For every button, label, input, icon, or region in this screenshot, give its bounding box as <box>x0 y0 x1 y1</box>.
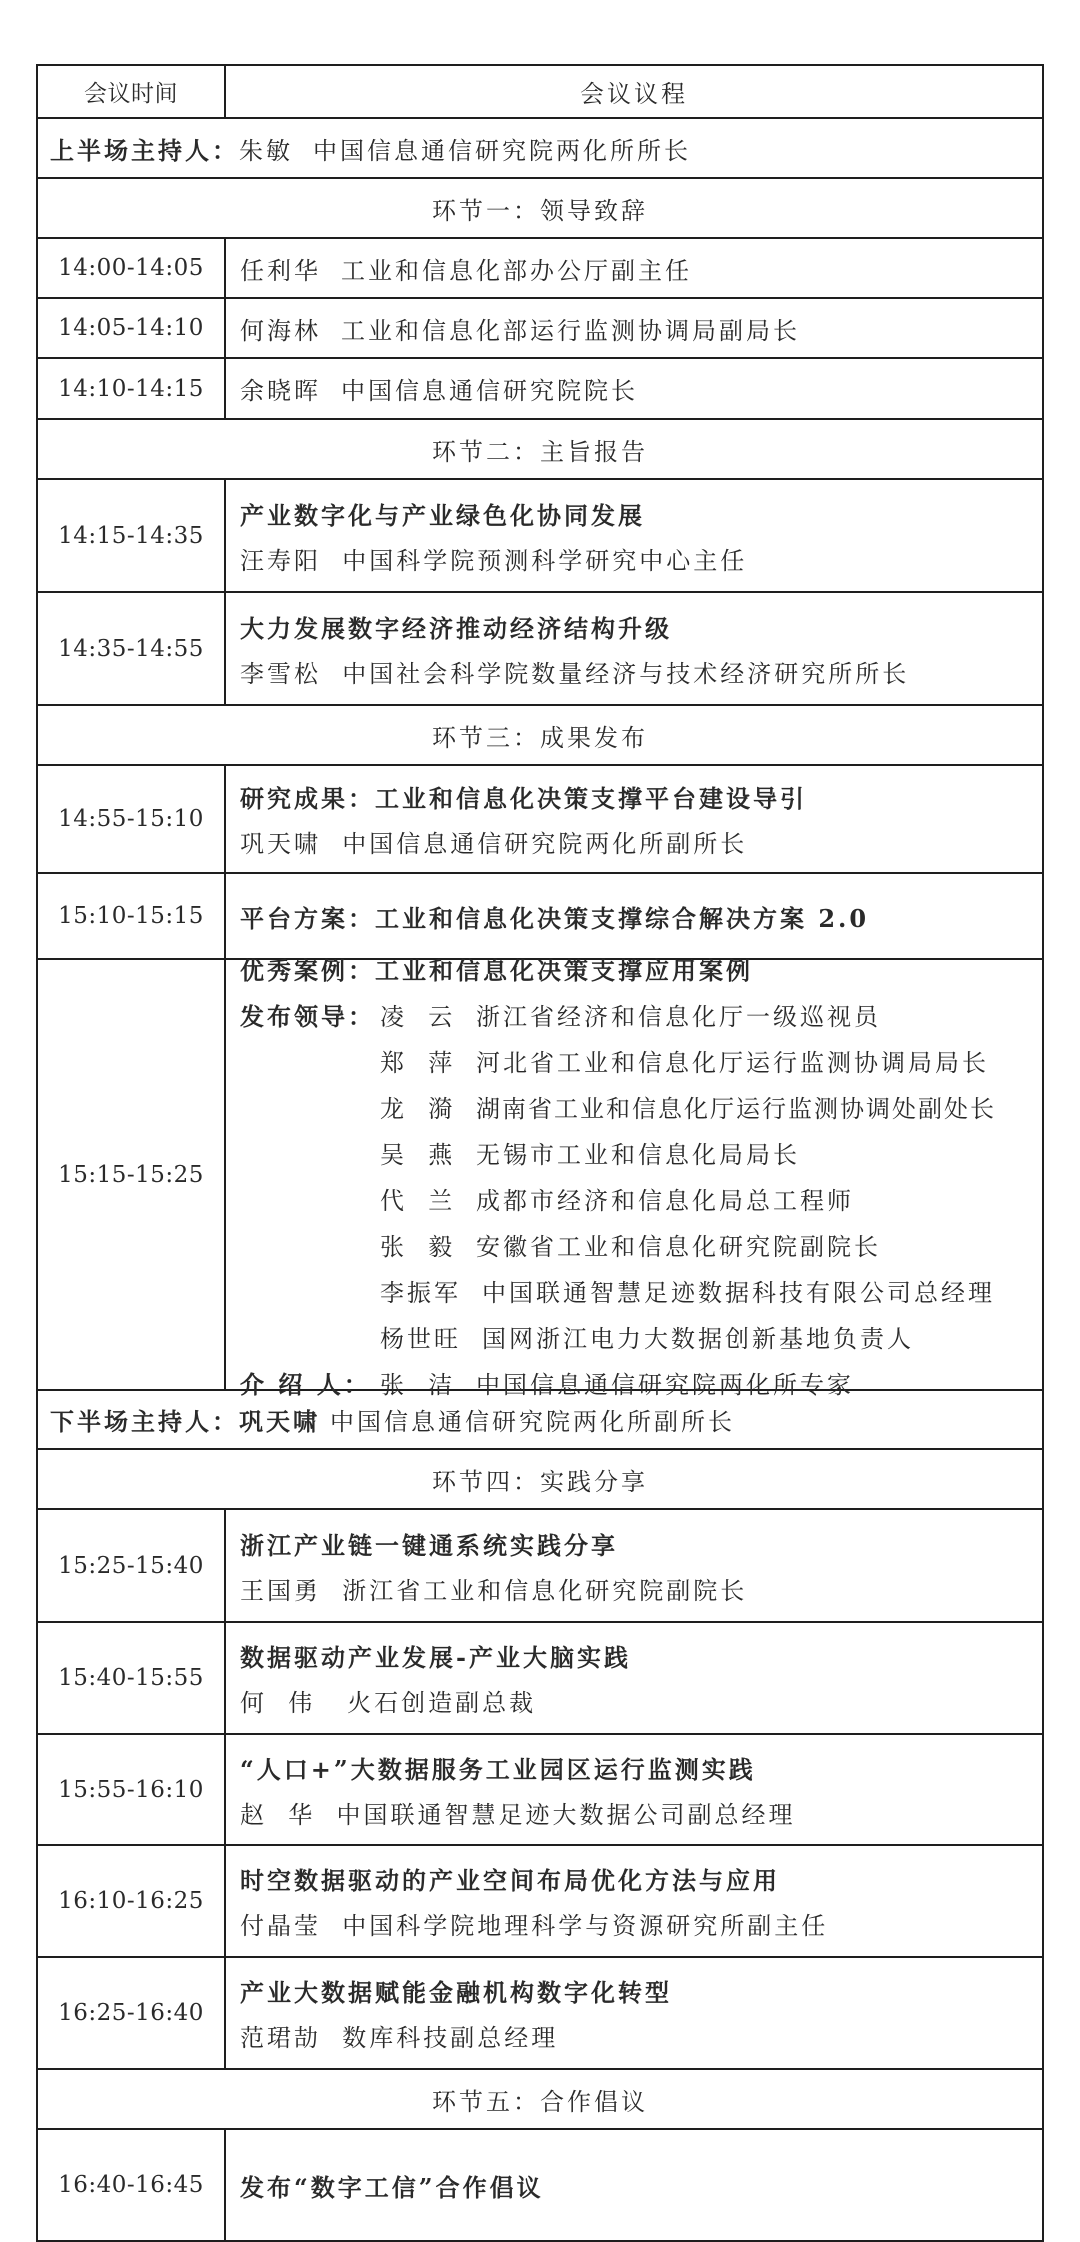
leader-name: 吴 燕 <box>380 1141 456 1169</box>
row-content <box>226 480 1042 591</box>
section-4-row <box>38 1450 1042 1510</box>
section-4-title: 环节四：实践分享 <box>432 1467 648 1496</box>
second-host <box>38 1391 1042 1448</box>
first-host <box>38 119 1042 177</box>
talk-speaker: 汪寿阳 中国科学院预测科学研究中心主任 <box>240 546 748 575</box>
table-row <box>38 766 1042 874</box>
leader-item <box>240 1319 1042 1354</box>
speaker-name: 余晓晖 <box>240 377 321 405</box>
leader-role: 安徽省工业和信息化研究院副院长 <box>476 1233 881 1261</box>
talk-speaker: 巩天啸 中国信息通信研究院两化所副所长 <box>240 830 748 858</box>
section-1-title: 环节一：领导致辞 <box>432 196 648 225</box>
leader-name: 李振军 <box>380 1279 461 1307</box>
table-row <box>38 1510 1042 1623</box>
row-content <box>226 299 1042 357</box>
cases-title: 优秀案例：工业和信息化决策支撑应用案例 <box>240 956 753 985</box>
leader-name: 凌 云 <box>380 1003 456 1031</box>
row-time: 15:40-15:55 <box>38 1623 226 1733</box>
leader-role: 河北省工业和信息化厅运行监测协调局局长 <box>476 1049 989 1077</box>
leader-role: 国网浙江电力大数据创新基地负责人 <box>482 1325 914 1353</box>
row-content <box>226 766 1042 872</box>
row-time: 14:05-14:10 <box>38 299 226 357</box>
row-time: 15:10-15:15 <box>38 874 226 958</box>
row-time: 14:15-14:35 <box>38 480 226 591</box>
table-row <box>38 299 1042 359</box>
header-time: 会议时间 <box>38 66 226 117</box>
leader-name: 代 兰 <box>380 1187 456 1215</box>
leader-item <box>240 1273 1042 1308</box>
leader-name: 杨世旺 <box>380 1325 461 1353</box>
talk-title: 大力发展数字经济推动经济结构升级 <box>240 613 672 643</box>
first-host-label: 上半场主持人： <box>50 135 239 165</box>
talk-title: 平台方案：工业和信息化决策支撑综合解决方案 2.0 <box>240 903 870 933</box>
leader-item <box>240 1135 1042 1170</box>
leader-item <box>240 1181 1042 1216</box>
table-row <box>38 239 1042 299</box>
row-content <box>226 1510 1042 1621</box>
table-row <box>38 1735 1042 1846</box>
row-content <box>226 2130 1042 2240</box>
talk-title: 时空数据驱动的产业空间布局优化方法与应用 <box>240 1866 780 1895</box>
row-time: 15:25-15:40 <box>38 1510 226 1621</box>
section-2-row <box>38 420 1042 480</box>
leader-item <box>240 997 1042 1032</box>
row-time: 14:35-14:55 <box>38 593 226 704</box>
talk-speaker: 何 伟 火石创造副总裁 <box>240 1689 537 1717</box>
table-header-row <box>38 66 1042 119</box>
intro-label: 介 绍 人： <box>240 1370 371 1399</box>
row-content <box>226 1846 1042 1956</box>
second-host-title: 中国信息通信研究院两化所副所长 <box>330 1408 735 1436</box>
row-content <box>226 1958 1042 2068</box>
row-content <box>226 956 1042 1399</box>
table-row <box>38 874 1042 960</box>
talk-speaker: 王国勇 浙江省工业和信息化研究院副院长 <box>240 1576 748 1605</box>
intro-role: 中国信息通信研究院两化所专家 <box>476 1371 854 1399</box>
leader-role: 湖南省工业和信息化厅运行监测协调处副处长 <box>476 1095 996 1123</box>
row-time: 14:00-14:05 <box>38 239 226 297</box>
talk-speaker: 付晶莹 中国科学院地理科学与资源研究所副主任 <box>240 1912 829 1940</box>
leader-item <box>240 1043 1042 1078</box>
row-time: 16:40-16:45 <box>38 2130 226 2240</box>
row-time: 15:55-16:10 <box>38 1735 226 1844</box>
section-5-title: 环节五：合作倡议 <box>432 2087 648 2116</box>
first-host-row <box>38 119 1042 179</box>
talk-speaker: 赵 华 中国联通智慧足迹大数据公司副总经理 <box>240 1800 796 1829</box>
table-row <box>38 359 1042 420</box>
row-time: 14:10-14:15 <box>38 359 226 418</box>
section-5-row <box>38 2070 1042 2130</box>
talk-title: 产业大数据赋能金融机构数字化转型 <box>240 1978 672 2007</box>
talk-title: 研究成果：工业和信息化决策支撑平台建设导引 <box>240 784 807 813</box>
row-time: 16:25-16:40 <box>38 1958 226 2068</box>
talk-speaker: 范珺劼 数库科技副总经理 <box>240 2024 559 2052</box>
speaker-role: 工业和信息化部办公厅副主任 <box>341 256 692 285</box>
row-time: 14:55-15:10 <box>38 766 226 872</box>
row-time: 16:10-16:25 <box>38 1846 226 1956</box>
publish-label: 发布领导： <box>240 1002 375 1031</box>
leader-name: 张 毅 <box>380 1233 456 1261</box>
speaker-name: 何海林 <box>240 316 321 345</box>
first-host-title: 中国信息通信研究院两化所所长 <box>313 136 691 165</box>
row-content <box>226 359 1042 418</box>
row-time: 15:15-15:25 <box>38 960 226 1389</box>
table-row <box>38 1846 1042 1958</box>
table-row-cases <box>38 956 1042 1399</box>
talk-title: “人口+”大数据服务工业园区运行监测实践 <box>240 1754 756 1784</box>
table-row <box>38 2130 1042 2240</box>
section-2-title: 环节二：主旨报告 <box>432 437 648 466</box>
leader-role: 成都市经济和信息化局总工程师 <box>476 1187 854 1215</box>
row-content <box>226 874 1042 958</box>
table-row <box>38 1623 1042 1735</box>
second-host-label: 下半场主持人：巩天啸 <box>50 1407 320 1436</box>
row-content <box>226 239 1042 297</box>
table-row <box>38 593 1042 706</box>
table-row <box>38 480 1042 593</box>
row-content <box>226 593 1042 704</box>
speaker-role: 工业和信息化部运行监测协调局副局长 <box>341 316 800 345</box>
table-row <box>38 1958 1042 2070</box>
initiative-title: 发布“数字工信”合作倡议 <box>240 2172 544 2202</box>
section-1-row <box>38 179 1042 239</box>
intro-name: 张 洁 <box>380 1371 456 1399</box>
talk-speaker: 李雪松 中国社会科学院数量经济与技术经济研究所所长 <box>240 659 910 688</box>
leader-name: 龙 漪 <box>380 1095 456 1123</box>
leader-role: 浙江省经济和信息化厅一级巡视员 <box>476 1003 881 1031</box>
leader-item <box>240 1227 1042 1262</box>
agenda-table <box>36 64 1044 2242</box>
talk-title: 数据驱动产业发展-产业大脑实践 <box>240 1643 631 1672</box>
leader-item <box>240 1089 1042 1124</box>
talk-title: 产业数字化与产业绿色化协同发展 <box>240 500 645 530</box>
speaker-role: 中国信息通信研究院院长 <box>341 377 638 405</box>
header-agenda: 会议议程 <box>580 80 688 108</box>
leader-role: 无锡市工业和信息化局局长 <box>476 1141 800 1169</box>
section-3-title: 环节三：成果发布 <box>432 723 648 752</box>
row-content <box>226 1623 1042 1733</box>
talk-title: 浙江产业链一键通系统实践分享 <box>240 1530 618 1560</box>
section-3-row <box>38 706 1042 766</box>
row-content <box>226 1735 1042 1844</box>
second-host-row <box>38 1391 1042 1450</box>
leader-role: 中国联通智慧足迹数据科技有限公司总经理 <box>482 1279 995 1307</box>
leader-name: 郑 萍 <box>380 1049 456 1077</box>
speaker-name: 任利华 <box>240 256 321 285</box>
first-host-name: 朱敏 <box>239 136 293 165</box>
